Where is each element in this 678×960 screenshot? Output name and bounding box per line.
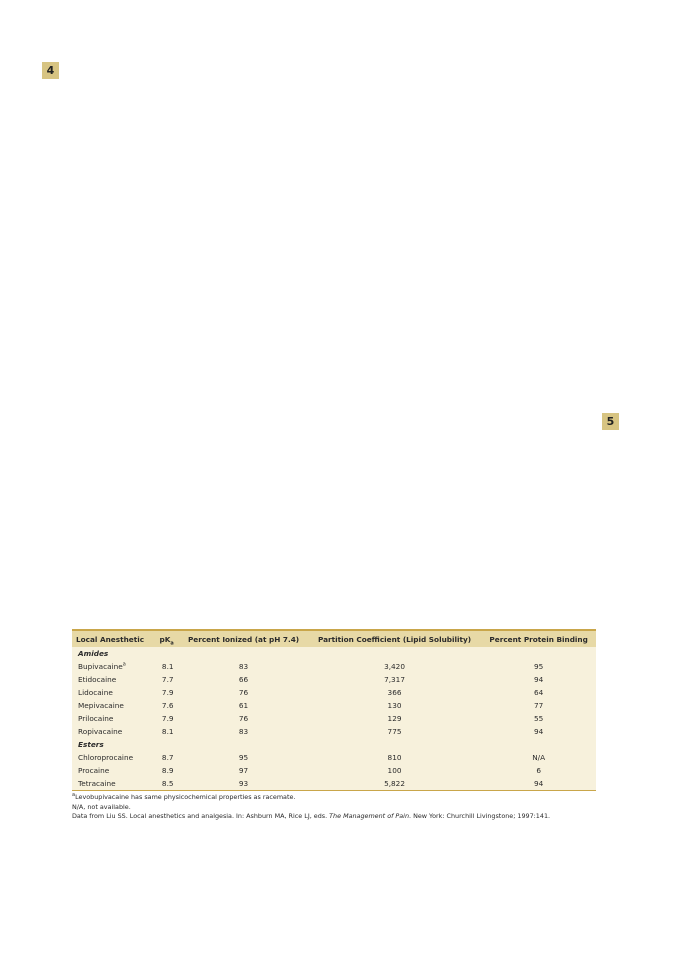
cell-protein: 95	[534, 662, 544, 671]
header-percent-ionized: Percent Ionized (at pH 7.4)	[179, 631, 307, 647]
group-label-amides: Amides	[78, 649, 109, 658]
cell-partition: 130	[387, 701, 402, 710]
table-row	[72, 764, 596, 777]
cell-pka: 8.9	[161, 766, 174, 775]
header-protein-binding: Percent Protein Binding	[481, 631, 596, 647]
cell-partition: 100	[387, 766, 402, 775]
footnote-text: Levobupivacaine has same physicochemical properties as racemate.	[75, 793, 296, 801]
cell-pka: 8.7	[161, 753, 174, 762]
cell-ionized: 61	[238, 701, 249, 710]
cell-partition: 775	[387, 727, 402, 736]
source-title: The Management of Pain	[329, 812, 409, 820]
section-marker-5: 5	[602, 413, 619, 430]
cell-pka: 8.1	[161, 727, 174, 736]
cell-ionized: 76	[238, 714, 249, 723]
source-citation	[72, 812, 596, 822]
cell-protein: N/A	[532, 753, 546, 762]
cell-ionized: 83	[238, 727, 249, 736]
cell-ionized: 83	[238, 662, 249, 671]
table-row	[72, 699, 596, 712]
cell-protein: 6	[536, 766, 541, 775]
cell-name: Chloroprocaine	[78, 753, 134, 762]
cell-name: Tetracaine	[78, 779, 116, 788]
cell-ionized: 76	[238, 688, 249, 697]
section-marker-4: 4	[42, 62, 59, 79]
table-notes	[72, 793, 596, 822]
cell-pka: 7.7	[161, 675, 174, 684]
table-row	[72, 777, 596, 790]
cell-ionized: 93	[238, 779, 249, 788]
footnote-levobupivacaine	[72, 793, 596, 803]
header-pka-subscript: a	[170, 639, 174, 646]
group-row-amides	[72, 647, 596, 660]
group-row-esters	[72, 738, 596, 751]
table-row	[72, 673, 596, 686]
cell-partition: 5,822	[384, 779, 405, 788]
cell-protein: 94	[534, 779, 544, 788]
cell-partition: 7,317	[384, 675, 405, 684]
cell-name: Prilocaine	[78, 714, 114, 723]
header-pka-text: pK	[159, 634, 171, 644]
cell-name: Ropivacaine	[78, 727, 123, 736]
table-row	[72, 660, 596, 673]
cell-name: Procaine	[78, 766, 110, 775]
group-label-esters: Esters	[78, 740, 104, 749]
cell-name: Lidocaine	[78, 688, 113, 697]
table-row	[72, 725, 596, 738]
cell-partition: 366	[387, 688, 402, 697]
cell-protein: 64	[534, 688, 544, 697]
cell-protein: 94	[534, 727, 544, 736]
header-pka	[154, 631, 179, 647]
cell-partition: 810	[387, 753, 402, 762]
table-row	[72, 751, 596, 764]
cell-pka: 8.5	[161, 779, 174, 788]
cell-partition: 129	[387, 714, 402, 723]
footnote-mark: a	[72, 791, 76, 798]
cell-ionized: 95	[238, 753, 249, 762]
drug-name: Bupivacaine	[78, 662, 123, 671]
cell-protein: 55	[534, 714, 544, 723]
local-anesthetics-table	[72, 629, 596, 822]
cell-protein: 94	[534, 675, 544, 684]
table-row	[72, 686, 596, 699]
header-local-anesthetic: Local Anesthetic	[72, 631, 154, 647]
cell-name: Etidocaine	[78, 675, 117, 684]
footnote-mark: a	[122, 661, 126, 668]
properties-table	[72, 631, 596, 790]
source-prefix: Data from Liu SS. Local anesthetics and analgesia. In: Ashburn MA, Rice LJ, eds.	[72, 812, 330, 820]
source-suffix: . New York: Churchill Livingstone; 1997:141.	[409, 812, 551, 820]
cell-partition: 3,420	[384, 662, 405, 671]
cell-pka: 7.9	[161, 714, 174, 723]
cell-name	[72, 660, 154, 673]
table-header-row	[72, 631, 596, 647]
table-row	[72, 712, 596, 725]
cell-pka: 7.9	[161, 688, 174, 697]
cell-ionized: 97	[238, 766, 249, 775]
cell-pka: 7.6	[161, 701, 174, 710]
cell-name: Mepivacaine	[78, 701, 124, 710]
header-partition-coefficient: Partition Coefficient (Lipid Solubility)	[308, 631, 482, 647]
cell-pka: 8.1	[161, 662, 174, 671]
cell-ionized: 66	[238, 675, 249, 684]
cell-protein: 77	[534, 701, 544, 710]
footnote-na: N/A, not available.	[72, 802, 131, 811]
table-bottom-rule	[72, 790, 596, 791]
